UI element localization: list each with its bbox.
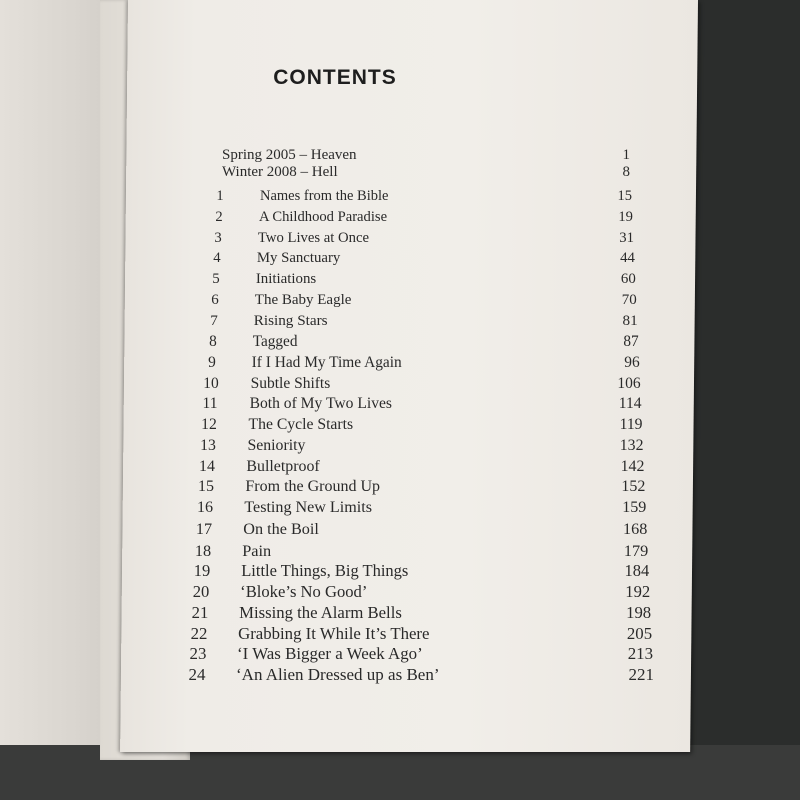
toc-entry-title: ‘I Was Bigger a Week Ago’ [237,644,423,664]
toc-entry-page: 179 [623,540,649,560]
toc-chapter-entry [188,541,648,561]
toc-entry-page: 142 [620,457,645,475]
toc-chapter-number: 22 [190,623,208,643]
toc-entry-page: 15 [617,188,632,204]
toc-chapter-entry [202,250,635,270]
toc-chapter-entry [193,437,643,457]
toc-entry-page: 114 [618,395,642,413]
toc-entry-title: Little Things, Big Things [241,561,409,581]
toc-entry-title: The Baby Eagle [254,291,352,308]
toc-entry-title: Grabbing It While It’s There [238,623,430,643]
toc-entry-title: The Cycle Starts [248,416,354,434]
toc-chapter-entry [187,561,649,581]
page-title: CONTENTS [273,66,397,89]
toc-chapter-entry [199,312,638,332]
toc-chapter-entry [191,478,645,498]
toc-entry-title: Bulletproof [246,457,320,475]
toc-entry-page: 31 [619,229,634,246]
toc-entry-page: 132 [619,436,644,454]
toc-chapter-entry [189,520,647,540]
toc-chapter-number: 21 [191,602,209,622]
toc-entry-page: 152 [621,478,646,496]
toc-chapter-number: 2 [215,208,223,225]
toc-entry-title: Missing the Alarm Bells [239,602,402,622]
toc-entry-page: 81 [622,312,638,330]
toc-chapter-number: 1 [216,188,224,204]
toc-entry-page: 205 [626,623,653,643]
toc-entry-page: 192 [625,582,651,601]
toc-entry-title: Testing New Limits [244,499,372,517]
toc-chapter-number: 18 [194,540,212,560]
toc-entry-title: My Sanctuary [256,250,341,267]
toc-chapter-entry [197,354,640,374]
toc-chapter-number: 20 [192,582,210,601]
toc-chapter-number: 16 [196,499,214,517]
toc-entry-title: Spring 2005 – Heaven [222,147,357,163]
toc-entry-title: From the Ground Up [245,478,381,496]
toc-chapter-entry [203,230,634,250]
toc-entry-title: Subtle Shifts [250,374,331,392]
toc-chapter-number: 19 [193,561,211,581]
toc-entry-page: 87 [623,333,639,351]
toc-chapter-number: 23 [189,644,207,664]
toc-entry-title: Rising Stars [253,312,328,330]
toc-entry-page: 70 [621,291,637,308]
toc-entry-page: 159 [622,499,647,517]
toc-entry-title: Pain [242,540,272,560]
toc-chapter-entry [201,271,636,291]
toc-entry-title: Initiations [255,271,317,287]
toc-chapter-number: 8 [209,333,217,351]
toc-chapter-entry [198,333,639,353]
toc-chapter-entry [184,624,652,644]
toc-entry-page: 44 [620,250,635,267]
toc-entry-page: 168 [623,519,648,538]
toc-chapter-entry [196,375,641,395]
toc-entry-title: If I Had My Time Again [251,353,402,371]
toc-entry-title: Both of My Two Lives [249,395,392,413]
toc-entry-page: 106 [617,374,641,392]
toc-entry-title: Tagged [252,333,298,351]
toc-chapter-number: 9 [208,353,216,371]
toc-entry-page: 119 [619,416,643,434]
toc-entry-title: On the Boil [243,519,319,538]
toc-entry-title: Seniority [247,436,306,454]
toc-prologue-entry [222,164,642,184]
toc-chapter-entry [195,395,642,415]
toc-chapter-number: 11 [202,395,218,413]
toc-entry-page: 96 [624,353,640,371]
toc-chapter-number: 24 [188,665,206,684]
toc-entry-page: 19 [618,208,633,225]
toc-entry-title: A Childhood Paradise [258,208,388,225]
toc-chapter-number: 10 [203,374,219,392]
toc-entry-title: ‘Bloke’s No Good’ [240,582,368,601]
toc-entry-page: 198 [626,602,652,622]
toc-chapter-number: 4 [213,250,221,267]
toc-chapter-number: 13 [200,436,216,454]
toc-chapter-entry [200,292,637,312]
toc-entry-title: Names from the Bible [260,188,389,204]
toc-chapter-entry [204,209,633,229]
toc-entry-page: 8 [622,164,630,180]
toc-entry-title: Winter 2008 – Hell [222,164,338,180]
toc-chapter-number: 17 [195,519,213,538]
toc-chapter-entry [183,644,653,664]
toc-entry-page: 221 [628,665,654,684]
toc-chapter-entry [205,188,632,208]
toc-chapter-number: 5 [212,271,220,287]
toc-chapter-entry [194,416,643,436]
toc-chapter-number: 6 [211,291,219,308]
toc-chapter-number: 12 [201,416,217,434]
toc-entry-page: 184 [624,561,650,581]
toc-chapter-number: 3 [214,229,222,246]
toc-chapter-entry [185,603,651,623]
toc-chapter-number: 7 [210,312,218,330]
toc-entry-title: Two Lives at Once [257,229,370,246]
toc-chapter-number: 14 [199,457,215,475]
toc-chapter-entry [182,665,654,685]
toc-chapter-entry [192,458,644,478]
toc-entry-page: 213 [627,644,654,664]
toc-chapter-number: 15 [198,478,214,496]
toc-chapter-entry [186,582,650,602]
toc-entry-page: 60 [620,271,636,287]
toc-entry-page: 1 [622,147,630,163]
toc-entry-title: ‘An Alien Dressed up as Ben’ [236,665,440,684]
toc-chapter-entry [190,499,646,519]
